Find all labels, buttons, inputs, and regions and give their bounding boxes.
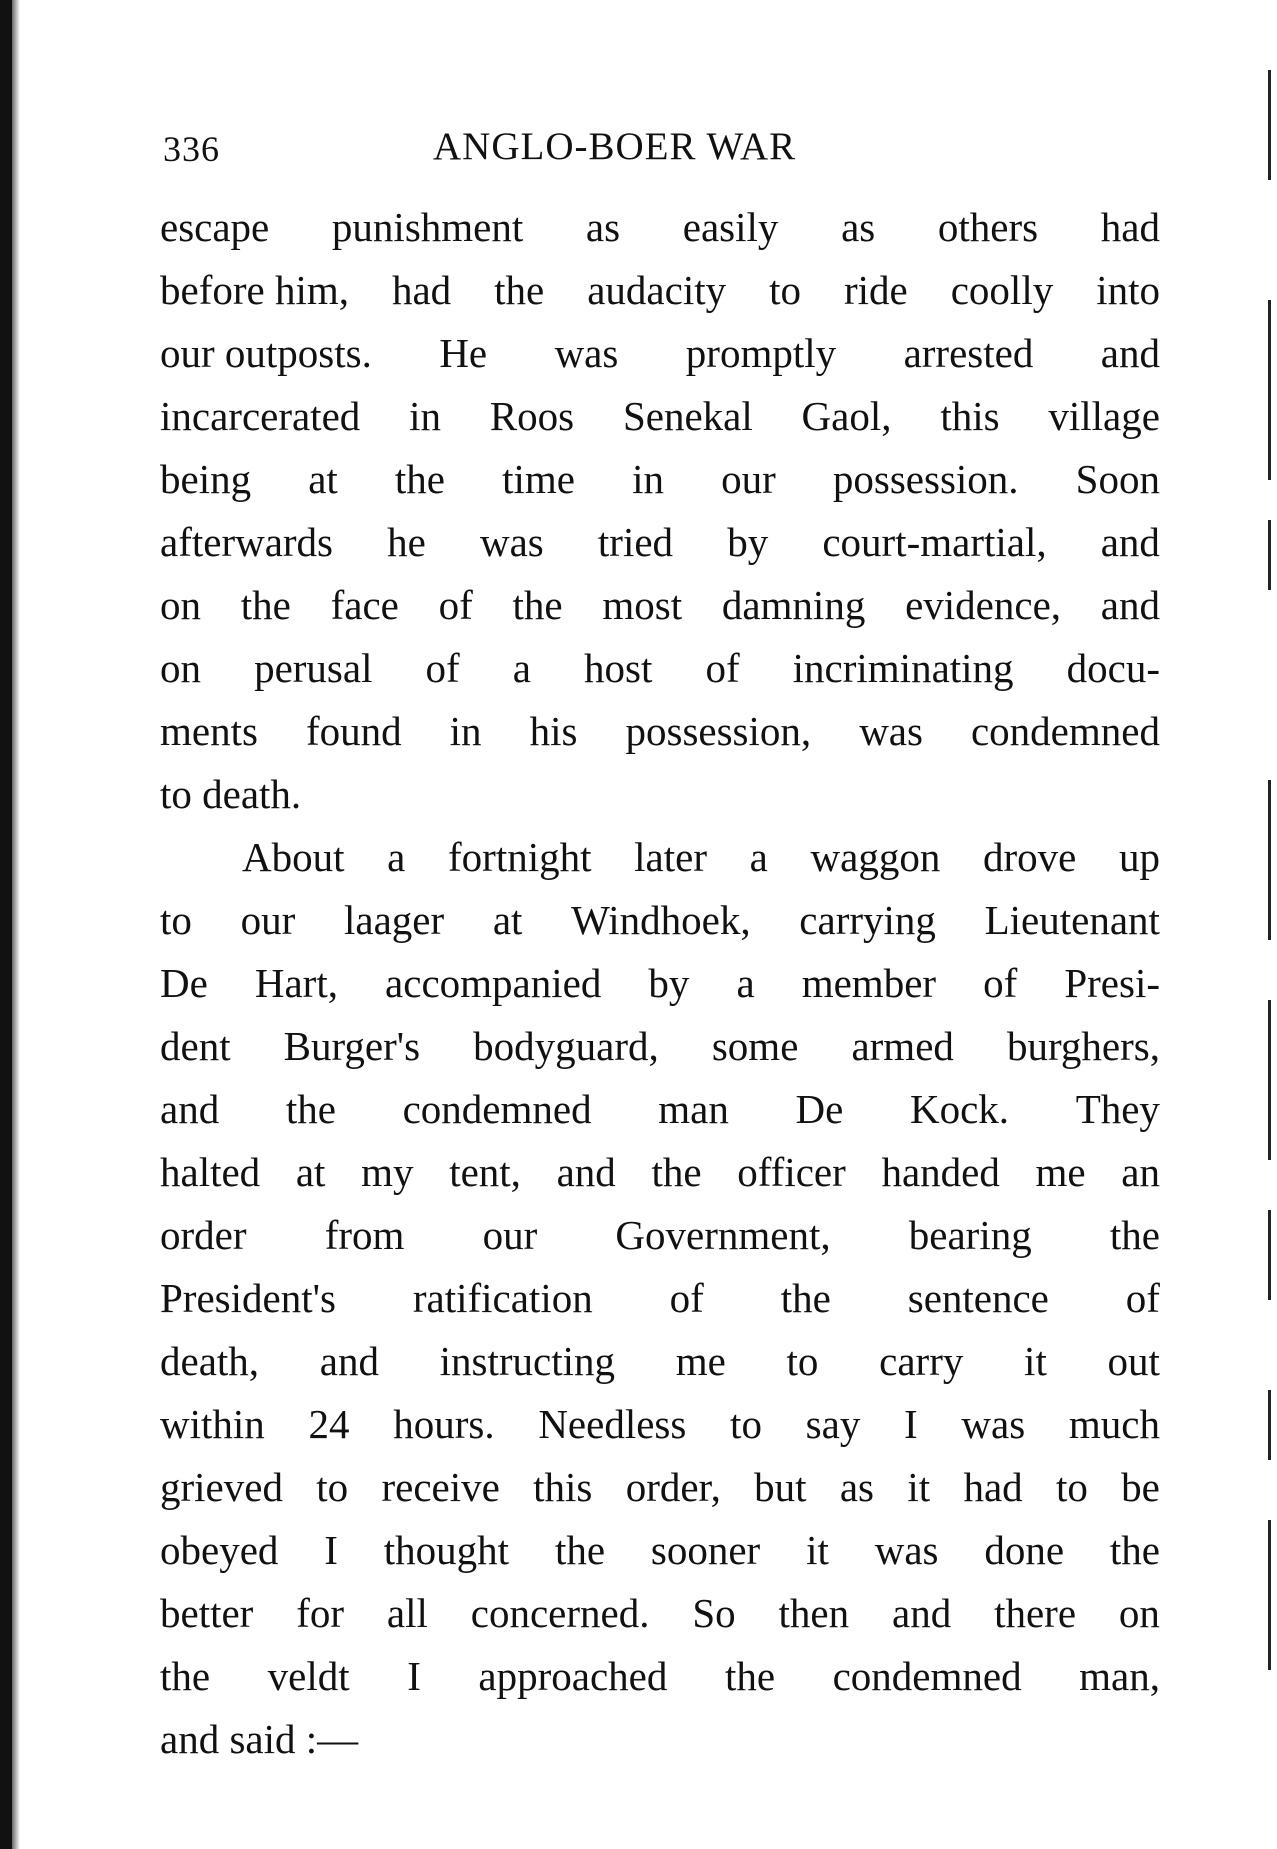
word: was [961, 1401, 1026, 1447]
word: on [1118, 1590, 1160, 1636]
word: Windhoek, [571, 897, 751, 943]
word: officer [737, 1149, 846, 1195]
word: the [554, 1527, 606, 1573]
text-line [160, 1141, 1160, 1204]
word: it [806, 1527, 829, 1573]
word: Burger's [283, 1023, 421, 1069]
word: escape [160, 204, 270, 250]
body-text [160, 196, 1160, 1771]
word: promptly [685, 330, 837, 376]
word: death, [160, 1338, 260, 1384]
word: time [502, 456, 575, 502]
text-line [160, 196, 1160, 259]
word: arrested [903, 330, 1034, 376]
word: Lieutenant [984, 897, 1160, 943]
word: and [892, 1590, 952, 1636]
word: the [240, 582, 291, 628]
word: of [438, 582, 473, 628]
word: host [584, 645, 653, 691]
word: instructing [439, 1338, 616, 1384]
scan-edge-mark [1268, 1000, 1271, 1160]
word: bodyguard, [473, 1023, 659, 1069]
word: the [780, 1275, 831, 1321]
word: drove [982, 834, 1077, 880]
word: of [705, 645, 740, 691]
word: and said :— [160, 1716, 359, 1762]
word: tent, [449, 1149, 521, 1195]
word: had [963, 1464, 1023, 1510]
word: later [634, 834, 707, 880]
text-line [160, 1015, 1160, 1078]
word: was [859, 708, 923, 754]
word: sooner [650, 1527, 761, 1573]
word: it [907, 1464, 931, 1510]
word: some [711, 1023, 799, 1069]
text-line [160, 1582, 1160, 1645]
text-line [160, 889, 1160, 952]
word: it [1024, 1338, 1047, 1384]
word: the [512, 582, 563, 628]
word: a [736, 960, 755, 1006]
running-title: ANGLO-BOER WAR [433, 125, 797, 168]
word: halted [160, 1149, 261, 1195]
word: Hart, [254, 960, 338, 1006]
text-line [160, 1330, 1160, 1393]
text-line [160, 1393, 1160, 1456]
word: being [160, 456, 252, 502]
word: from [324, 1212, 405, 1258]
word: within [160, 1401, 265, 1447]
word: I [904, 1401, 918, 1447]
word: About [242, 834, 345, 880]
word: Needless [538, 1401, 687, 1447]
word: of [983, 960, 1018, 1006]
word: concerned. [470, 1590, 650, 1636]
word: punishment [331, 204, 524, 250]
scan-edge-mark [1268, 1210, 1271, 1300]
word: ride [844, 267, 908, 313]
word: a [512, 645, 531, 691]
word: to death. [160, 771, 302, 817]
word: and [160, 1086, 220, 1132]
word: easily [682, 204, 779, 250]
page-number: 336 [163, 129, 220, 169]
text-line [160, 448, 1160, 511]
word: as [839, 1464, 875, 1510]
word: incarcerated [160, 393, 361, 439]
word: possession, [625, 708, 812, 754]
binding-shadow [12, 0, 20, 1849]
word: face [330, 582, 399, 628]
text-line [160, 1204, 1160, 1267]
word: then [778, 1590, 850, 1636]
word: this [940, 393, 1000, 439]
word: the [724, 1653, 776, 1699]
word: waggon [810, 834, 941, 880]
word: had [391, 267, 452, 313]
word: thought [383, 1527, 510, 1573]
word: I [407, 1653, 421, 1699]
word: man [658, 1086, 729, 1132]
word: by [727, 519, 769, 565]
word: found [305, 708, 402, 754]
word: perusal [254, 645, 373, 691]
word: me [675, 1338, 726, 1384]
word: and [1100, 582, 1160, 628]
text-line [160, 1078, 1160, 1141]
word: to [769, 267, 802, 313]
word: docu- [1066, 645, 1160, 691]
scan-edge-mark [1268, 70, 1271, 180]
word: the [285, 1086, 336, 1132]
word: ratification [412, 1275, 593, 1321]
word: was [480, 519, 544, 565]
word: De [160, 960, 208, 1006]
word: Gaol, [801, 393, 892, 439]
word: all [386, 1590, 428, 1636]
word: the [1109, 1212, 1160, 1258]
word: he [387, 519, 426, 565]
word: as [841, 204, 876, 250]
word: burghers, [1006, 1023, 1160, 1069]
word: had [1100, 204, 1160, 250]
word: dent [160, 1023, 231, 1069]
word: So [692, 1590, 736, 1636]
word: Senekal [622, 393, 753, 439]
word: in [449, 708, 482, 754]
word: Roos [489, 393, 575, 439]
word: Presi- [1064, 960, 1160, 1006]
word: condemned [402, 1086, 592, 1132]
word: veldt [267, 1653, 350, 1699]
text-line [160, 637, 1160, 700]
word: I [324, 1527, 338, 1573]
word: the [1109, 1527, 1160, 1573]
word: up [1119, 834, 1160, 880]
word: but [754, 1464, 807, 1510]
word: as [585, 204, 621, 250]
word: be [1121, 1464, 1160, 1510]
text-line [160, 700, 1160, 763]
word: to [160, 897, 192, 943]
word: before him, [160, 267, 349, 313]
word: the [494, 267, 545, 313]
word: on [160, 645, 201, 691]
word: incriminating [792, 645, 1014, 691]
word: our outposts. [160, 330, 372, 376]
word: order [160, 1212, 247, 1258]
word: court-martial, [822, 519, 1047, 565]
word: member [801, 960, 937, 1006]
scan-edge-mark [1268, 1390, 1271, 1460]
word: laager [344, 897, 445, 943]
word: our [482, 1212, 538, 1258]
word: others [937, 204, 1039, 250]
word: better [160, 1590, 254, 1636]
word: condemned [832, 1653, 1022, 1699]
text-line [160, 322, 1160, 385]
text-line [160, 1708, 1160, 1771]
word: me [1035, 1149, 1086, 1195]
word: our [240, 897, 296, 943]
word: in [409, 393, 441, 439]
text-line [160, 1519, 1160, 1582]
word: possession. [832, 456, 1019, 502]
word: evidence, [905, 582, 1062, 628]
word: on [160, 582, 201, 628]
word: carrying [799, 897, 936, 943]
word: a [749, 834, 768, 880]
word: into [1096, 267, 1160, 313]
running-head [163, 125, 923, 178]
word: damning [721, 582, 866, 628]
text-line [160, 1645, 1160, 1708]
word: at [308, 456, 338, 502]
word: most [602, 582, 683, 628]
text-line [160, 952, 1160, 1015]
word: to [786, 1338, 819, 1384]
word: armed [851, 1023, 954, 1069]
word: to [1055, 1464, 1088, 1510]
word: sentence [907, 1275, 1049, 1321]
word: handed [881, 1149, 1000, 1195]
text-line [160, 763, 1160, 826]
word: audacity [587, 267, 727, 313]
word: by [648, 960, 690, 1006]
word: much [1068, 1401, 1160, 1447]
word: this [533, 1464, 593, 1510]
word: his [529, 708, 578, 754]
word: at [492, 897, 523, 943]
text-line [160, 826, 1160, 889]
word: a [387, 834, 406, 880]
word: 24 [308, 1401, 350, 1447]
word: for [296, 1590, 345, 1636]
word: of [425, 645, 460, 691]
word: done [984, 1527, 1065, 1573]
word: was [874, 1527, 939, 1573]
word: and [1100, 330, 1160, 376]
word: afterwards [160, 519, 334, 565]
word: of [1125, 1275, 1160, 1321]
word: President's [160, 1275, 336, 1321]
word: bearing [908, 1212, 1032, 1258]
word: village [1048, 393, 1160, 439]
scan-edge-mark [1268, 780, 1271, 940]
word: He [439, 330, 488, 376]
text-line [160, 574, 1160, 637]
word: approached [478, 1653, 668, 1699]
word: ments [160, 708, 258, 754]
word: grieved [160, 1464, 283, 1510]
word: and [1100, 519, 1160, 565]
word: an [1121, 1149, 1160, 1195]
word: accompanied [385, 960, 602, 1006]
word: say [805, 1401, 861, 1447]
word: Kock. [909, 1086, 1010, 1132]
scan-edge-mark [1268, 1520, 1271, 1670]
word: De [795, 1086, 844, 1132]
word: our [721, 456, 776, 502]
word: of [669, 1275, 704, 1321]
text-line [160, 1267, 1160, 1330]
text-line [160, 1456, 1160, 1519]
scan-edge-mark [1268, 300, 1271, 480]
scan-edge-mark [1268, 520, 1271, 590]
word: at [295, 1149, 326, 1195]
binding-edge [0, 0, 12, 1849]
word: receive [381, 1464, 500, 1510]
word: the [394, 456, 445, 502]
text-line [160, 385, 1160, 448]
word: the [160, 1653, 211, 1699]
word: to [730, 1401, 762, 1447]
word: fortnight [448, 834, 592, 880]
word: the [651, 1149, 702, 1195]
text-line [160, 259, 1160, 322]
word: there [994, 1590, 1077, 1636]
word: order, [625, 1464, 721, 1510]
word: Soon [1075, 456, 1160, 502]
word: They [1075, 1086, 1160, 1132]
word: coolly [950, 267, 1054, 313]
word: to [316, 1464, 349, 1510]
word: was [554, 330, 619, 376]
word: and [556, 1149, 616, 1195]
text-line [160, 511, 1160, 574]
word: obeyed [160, 1527, 279, 1573]
word: hours. [393, 1401, 495, 1447]
word: carry [879, 1338, 964, 1384]
word: Government, [615, 1212, 831, 1258]
word: condemned [970, 708, 1160, 754]
word: my [361, 1149, 414, 1195]
word: man, [1079, 1653, 1160, 1699]
word: in [632, 456, 664, 502]
word: out [1107, 1338, 1160, 1384]
word: and [319, 1338, 379, 1384]
word: tried [597, 519, 674, 565]
